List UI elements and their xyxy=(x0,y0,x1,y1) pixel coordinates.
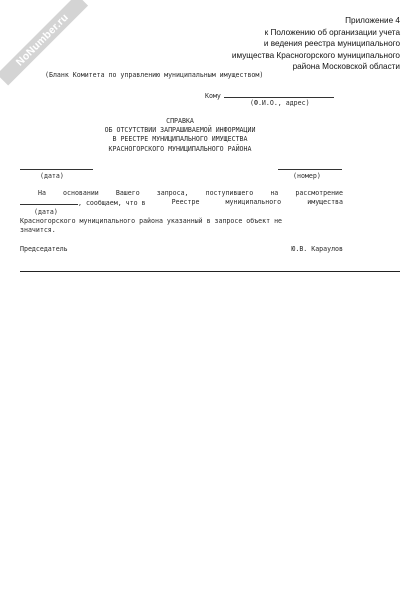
body-text xyxy=(20,189,343,235)
appendix-line: района Московской области xyxy=(292,62,400,71)
signature-block xyxy=(20,245,343,254)
title-line: В РЕЕСТРЕ МУНИЦИПАЛЬНОГО ИМУЩЕСТВА xyxy=(112,135,248,144)
body-line xyxy=(20,189,343,198)
word: Реестре xyxy=(171,198,200,206)
addressee-caption: (Ф.И.О., адрес) xyxy=(250,99,310,107)
body-line xyxy=(20,198,343,208)
signer-position: Председатель xyxy=(20,245,68,253)
word: имущества xyxy=(307,198,343,206)
title-line: КРАСНОГОРСКОГО МУНИЦИПАЛЬНОГО РАЙОНА xyxy=(108,144,252,153)
date-blank xyxy=(20,169,93,170)
document-title xyxy=(60,117,300,154)
number-caption: (номер) xyxy=(293,172,321,180)
body-line: значится. xyxy=(20,226,56,234)
word: Вашего xyxy=(115,189,140,197)
signer-name: Ю.В. Караулов xyxy=(291,245,343,253)
title-line: СПРАВКА xyxy=(166,117,194,125)
date-under-caption: (дата) xyxy=(34,208,58,216)
word: поступившего xyxy=(205,189,254,197)
word: рассмотрение xyxy=(295,189,343,197)
date-caption: (дата) xyxy=(40,172,64,180)
appendix-line: имущества Красногорского муниципального xyxy=(231,50,400,60)
appendix-line: и ведения реестра муниципального xyxy=(263,39,400,48)
word: запроса, xyxy=(156,189,189,197)
word: На xyxy=(38,189,46,197)
word xyxy=(20,198,146,208)
title-line: ОБ ОТСУТСТВИИ ЗАПРАШИВАЕМОЙ ИНФОРМАЦИИ xyxy=(104,126,256,135)
appendix-line: Приложение 4 xyxy=(345,16,400,25)
word: на xyxy=(270,189,279,197)
addressee-label: Кому xyxy=(205,92,221,100)
addressee-blank xyxy=(224,91,334,98)
watermark: NoNumber.ru xyxy=(0,0,88,86)
bottom-divider xyxy=(20,271,400,272)
word: , сообщаем, что в xyxy=(78,199,146,207)
number-blank xyxy=(278,169,342,170)
body-line: Красногорского муниципального района указанный в запросе объект не xyxy=(20,217,283,225)
appendix-line: к Положению об организации учета xyxy=(264,27,400,37)
date-blank-inline xyxy=(20,198,78,205)
word: основании xyxy=(63,189,99,197)
letterhead-placeholder: (Бланк Комитета по управлению муниципальным имуществом) xyxy=(45,71,264,79)
appendix-heading xyxy=(180,15,400,73)
word: муниципального xyxy=(225,198,282,206)
